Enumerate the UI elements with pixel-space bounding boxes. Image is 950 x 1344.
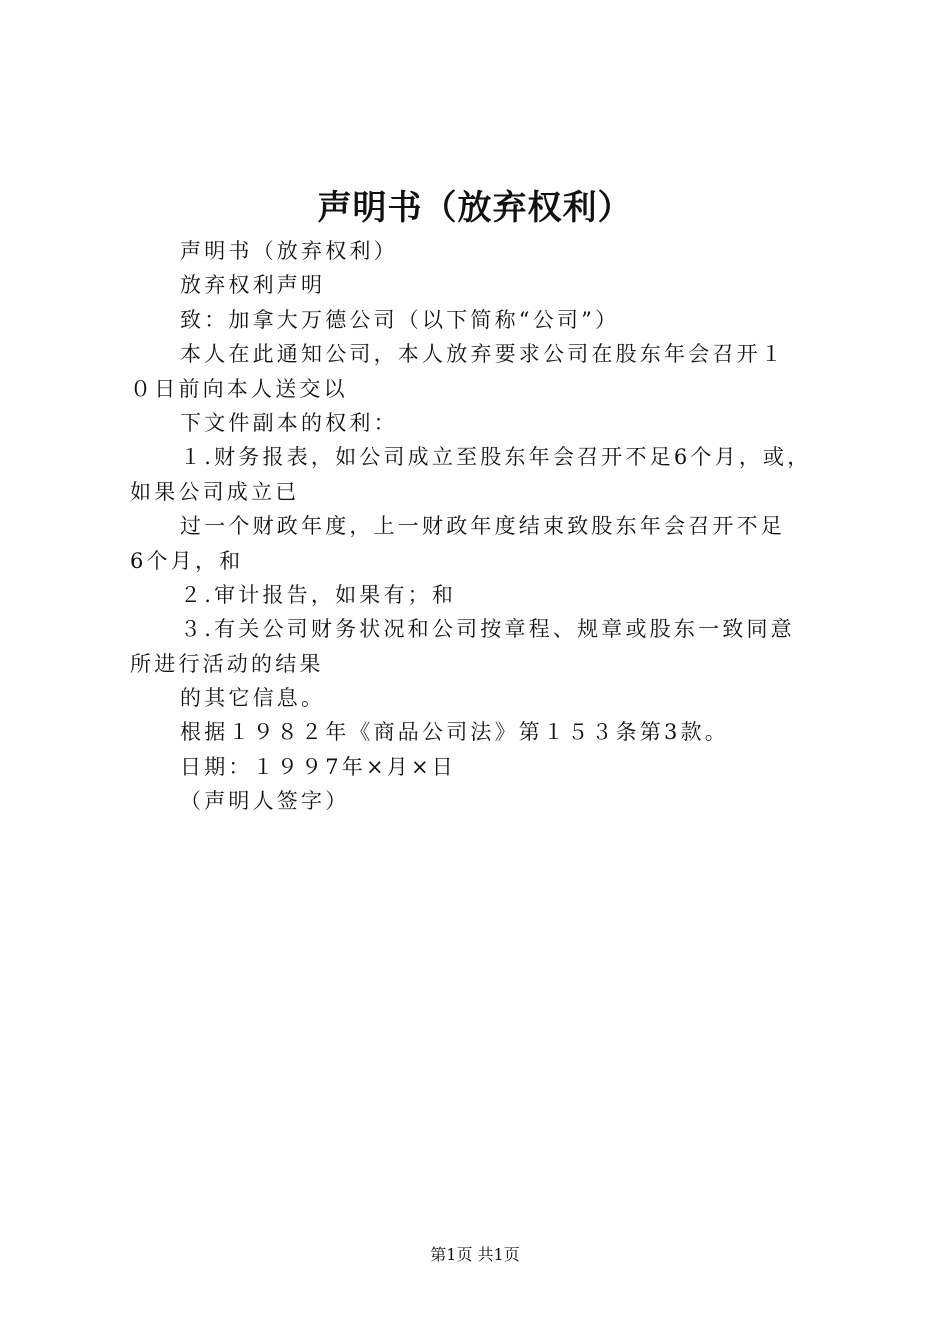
document-body: [130, 234, 840, 819]
body-line: 本人在此通知公司，本人放弃要求公司在股东年会召开１: [180, 342, 785, 367]
page-footer: 第1页 共1页: [430, 1245, 520, 1264]
body-line: （声明人签字）: [180, 789, 350, 814]
body-line: ０日前向本人送交以: [130, 376, 348, 401]
document-title: 声明书（放弃权利）: [317, 188, 633, 228]
body-line: 日期：１９９7年×月×日: [180, 754, 456, 779]
body-line: 过一个财政年度，上一财政年度结束致股东年会召开不足: [180, 514, 785, 539]
body-line: ２.审计报告，如果有；和: [180, 582, 457, 607]
body-line: 根据１９８２年《商品公司法》第１５３条第3款。: [180, 720, 729, 745]
body-line: ３.有关公司财务状况和公司按章程、规章或股东一致同意: [180, 617, 795, 642]
body-line: １.财务报表，如公司成立至股东年会召开不足6个月，或，: [180, 445, 812, 470]
body-line: 所进行活动的结果: [130, 651, 324, 676]
body-line: 声明书（放弃权利）: [180, 239, 398, 263]
body-line: 如果公司成立已: [130, 479, 300, 504]
body-line: 致：加拿大万德公司（以下简称“公司”）: [180, 307, 620, 332]
body-line: 放弃权利声明: [180, 273, 326, 298]
body-line: 下文件副本的权利：: [180, 410, 398, 435]
body-line: 的其它信息。: [180, 686, 326, 711]
body-line: 6个月，和: [130, 548, 244, 573]
